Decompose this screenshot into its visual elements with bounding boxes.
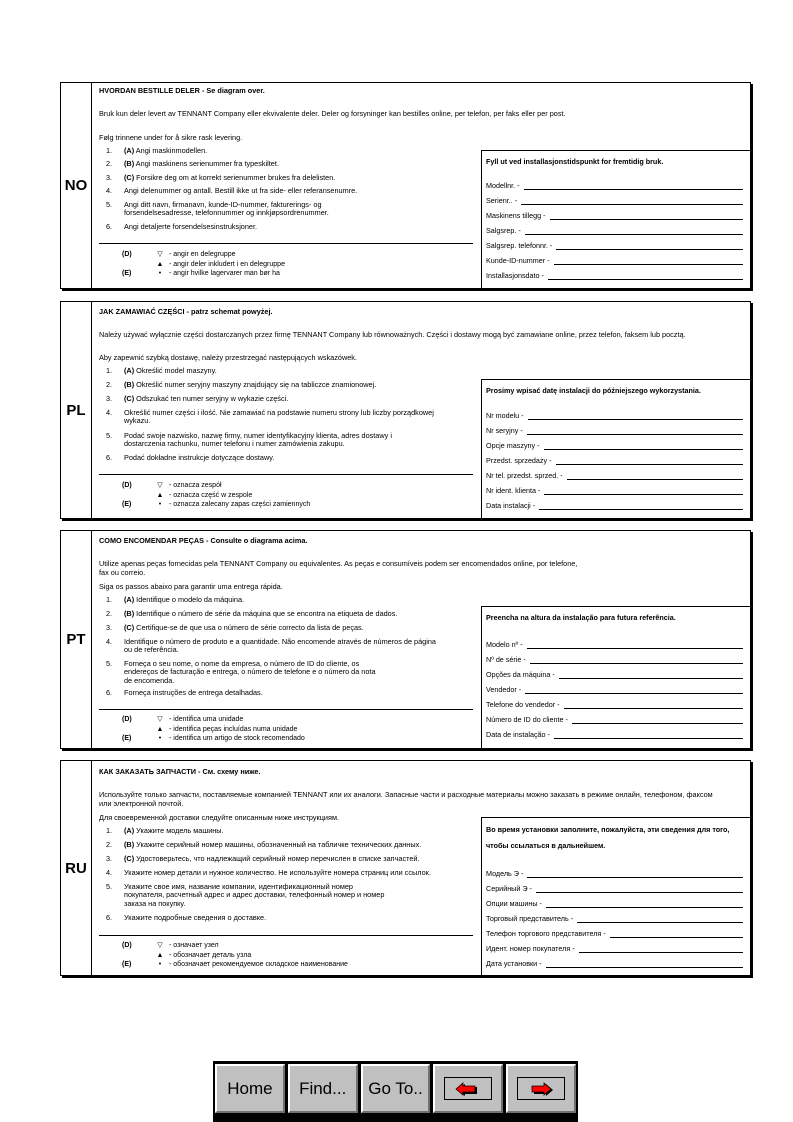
section-pl: PL JAK ZAMAWIAĆ CZĘŚCI - patrz schemat powyżej. Należy używać wyłącznie części dostarczanych przez firmę TENNANT Company lub równoważnych. Części i dostawy mogą być zamawiane online, przez telefon, faksem lub pocztą. Aby zapewnić szybką dostawę, należy przestrzegać następujących wskazówek. 1. (A) Określić model maszyny. 2. (B) Określić numer seryjny maszyny znajdujący się na tabliczce znamionowej. 3. (C) Odszukać ten numer seryjny w wykazie części. 4. Określić numer części i ilość. Nie zamawiać na podstawie numeru strony lub liczby porządkowej wykazu. 5. Podać swoje nazwisko, nazwę firmy, numer identyfikacyjny klienta, adres dostawy i dostarczenia rachunku, numer telefonu i numer zamówienia zakupu. 6. Podać dokładne instrukcje dotyczące dostawy. (D) ▽ - oznacza zespół ▲ - oznacza część w zespole (E) • - oznacza zalecany zapas części zamiennych Prosimy wpisać datę instalacji do późniejszego wykorzystania. Nr modelu - Nr seryjny - Opcje maszyny - Przedst. sprzedaży - Nr tel. przedst. sprzed. - Nr ident. klienta - Data instalacji - <box>60 301 751 519</box>
language-code: PL <box>61 302 92 518</box>
follow-text: Для своевременной доставки следуйте описанным ниже инструкциям. <box>99 813 339 822</box>
form-field-options[interactable]: Maskinens tillegg - <box>486 207 743 221</box>
next-page-button[interactable] <box>506 1064 576 1113</box>
form-title: Во время установки заполните, пожалуйста, эти сведения для того, чтобы ссылаться в дальнейшем. <box>486 825 730 850</box>
form-field-options[interactable]: Opções da máquina - <box>486 666 743 680</box>
intro-text: Bruk kun deler levert av TENNANT Company eller ekvivalente deler. Deler og forsyninger kan bestilles online, per telefon, per faks eller per post. <box>99 109 566 118</box>
section-heading: COMO ENCOMENDAR PEÇAS - Consulte o diagrama acima. <box>99 536 308 545</box>
bullet-icon: • <box>158 961 162 968</box>
find-button[interactable]: Find... <box>288 1064 358 1113</box>
section-heading: HVORDAN BESTILLE DELER - Se diagram over. <box>99 86 265 95</box>
triangle-up-icon: ▲ <box>156 725 164 733</box>
form-field-options[interactable]: Opcje maszyny - <box>486 437 743 451</box>
form-field-install-date[interactable]: Data instalacji - <box>486 497 743 511</box>
form-field-install-date[interactable]: Дата установки - <box>486 955 743 969</box>
legend: (D) ▽ - identifica uma unidade ▲ - identifica peças incluídas numa unidade (E) • - identifica um artigo de stock recomendado <box>122 716 305 742</box>
install-form <box>481 150 751 289</box>
language-code: RU <box>61 761 92 975</box>
divider <box>99 243 473 244</box>
install-form <box>481 817 751 976</box>
form-field-rep-phone[interactable]: Nr tel. przedst. sprzed. - <box>486 467 743 481</box>
divider <box>99 474 473 475</box>
form-field-rep-phone[interactable]: Salgsrep. telefonnr. - <box>486 237 743 251</box>
triangle-down-icon: ▽ <box>157 716 163 723</box>
red-arrow-right-icon <box>528 1082 554 1096</box>
triangle-down-icon: ▽ <box>157 942 163 949</box>
form-field-customer-id[interactable]: Идент. номер покупателя - <box>486 940 743 954</box>
previous-page-button[interactable] <box>433 1064 503 1113</box>
bullet-icon: • <box>158 270 162 277</box>
form-title: Preencha na altura da instalação para futura referência. <box>486 613 676 622</box>
install-form <box>481 379 751 519</box>
triangle-down-icon: ▽ <box>157 482 163 489</box>
form-field-rep-phone[interactable]: Telefone do vendedor - <box>486 696 743 710</box>
form-field-sales-rep[interactable]: Vendedor - <box>486 681 743 695</box>
form-field-customer-id[interactable]: Nr ident. klienta - <box>486 482 743 496</box>
legend: (D) ▽ - angir en delegruppe ▲ - angir deler inkludert i en delegruppe (E) • - angir hvilke lagervarer man bør ha <box>122 251 285 277</box>
form-field-customer-id[interactable]: Número de ID do cliente - <box>486 711 743 725</box>
form-field-serial[interactable]: Серийный Э - <box>486 880 743 894</box>
language-code: NO <box>61 83 92 288</box>
red-arrow-left-icon <box>455 1082 481 1096</box>
form-field-model[interactable]: Nr modelu - <box>486 407 743 421</box>
form-field-model[interactable]: Modelo nº - <box>486 636 743 650</box>
form-field-install-date[interactable]: Data de instalação - <box>486 726 743 740</box>
navigation-bar <box>213 1061 578 1122</box>
form-field-model[interactable]: Модель Э - <box>486 865 743 879</box>
triangle-up-icon: ▲ <box>156 491 164 499</box>
follow-text: Siga os passos abaixo para garantir uma entrega rápida. <box>99 582 283 591</box>
form-field-sales-rep[interactable]: Торговый представитель - <box>486 910 743 924</box>
form-field-serial[interactable]: Nr seryjny - <box>486 422 743 436</box>
triangle-up-icon: ▲ <box>156 951 164 959</box>
legend: (D) ▽ - означает узел ▲ - обозначает деталь узла (E) • - обозначает рекомендуемое складское наименование <box>122 942 348 968</box>
form-field-sales-rep[interactable]: Salgsrep. - <box>486 222 743 236</box>
section-no: NO HVORDAN BESTILLE DELER - Se diagram over. Bruk kun deler levert av TENNANT Company eller ekvivalente deler. Deler og forsyninger kan bestilles online, per telefon, per faks eller per post. Følg trinnene under for å sikre rask levering. 1. (A) Angi maskinmodellen. 2. (B) Angi maskinens serienummer fra typeskiltet. 3. (C) Forsikre deg om at korrekt serienummer brukes fra delelisten. 4. Angi delenummer og antall. Bestill ikke ut fra side- eller referansenumre. 5. Angi ditt navn, firmanavn, kunde-ID-nummer, fakturerings- og forsendelsesadresse, telefonnummer og innkjøpsordrenummer. 6. Angi detaljerte forsendelsesinstruksjoner. (D) ▽ - angir en delegruppe ▲ - angir deler inkludert i en delegruppe (E) • - angir hvilke lagervarer man bør ha Fyll ut ved installasjonstidspunkt for fremtidig bruk. Modellnr. - Serienr.. - Maskinens tillegg - Salgsrep. - Salgsrep. telefonnr. - Kunde-ID-nummer - Installasjonsdato - <box>60 82 751 289</box>
home-button[interactable]: Home <box>215 1064 285 1113</box>
form-field-serial[interactable]: Nº de série - <box>486 651 743 665</box>
triangle-up-icon: ▲ <box>156 260 164 268</box>
arrow-frame <box>444 1077 492 1100</box>
form-field-model[interactable]: Modellnr. - <box>486 177 743 191</box>
bullet-icon: • <box>158 501 162 508</box>
form-field-customer-id[interactable]: Kunde-ID-nummer - <box>486 252 743 266</box>
follow-text: Følg trinnene under for å sikre rask levering. <box>99 133 243 142</box>
section-pt: PT COMO ENCOMENDAR PEÇAS - Consulte o diagrama acima. Utilize apenas peças fornecidas pela TENNANT Company ou equivalentes. As peças e consumíveis podem ser encomendados online, por telefone, fax ou correio. Siga os passos abaixo para garantir uma entrega rápida. 1. (A) Identifique o modelo da máquina. 2. (B) Identifique o número de série da máquina que se encontra na etiqueta de dados. 3. (C) Certifique-se de que usa o número de série correcto da lista de peças. 4. Identifique o número de produto e a quantidade. Não encomende através de números de página ou de referência. 5. Forneça o seu nome, o nome da empresa, o número de ID do cliente, os endereços de facturação e entrega, o número de telefone e o número da nota de encomenda. 6. Forneça instruções de entrega detalhadas. (D) ▽ - identifica uma unidade ▲ - identifica peças incluídas numa unidade (E) • - identifica um artigo de stock recomendado Preencha na altura da instalação para futura referência. Modelo nº - Nº de série - Opções da máquina - Vendedor - Telefone do vendedor - Número de ID do cliente - Data de instalação - <box>60 530 751 749</box>
form-field-install-date[interactable]: Installasjonsdato - <box>486 267 743 281</box>
section-heading: JAK ZAMAWIAĆ CZĘŚCI - patrz schemat powyżej. <box>99 307 273 316</box>
intro-text: Należy używać wyłącznie części dostarczanych przez firmę TENNANT Company lub równoważnych. Części i dostawy mogą być zamawiane online, przez telefon, faksem lub pocztą. <box>99 330 686 339</box>
intro-text: Используйте только запчасти, поставляемые компанией TENNANT или их аналоги. Запасные части и расходные материалы можно заказать в режиме онлайн, телефоном, факсом или электронной почтой. <box>99 790 713 808</box>
divider <box>99 709 473 710</box>
follow-text: Aby zapewnić szybką dostawę, należy przestrzegać następujących wskazówek. <box>99 353 357 362</box>
form-title: Fyll ut ved installasjonstidspunkt for fremtidig bruk. <box>486 157 664 166</box>
goto-button[interactable]: Go To.. <box>361 1064 431 1113</box>
language-code: PT <box>61 531 92 748</box>
form-field-rep-phone[interactable]: Телефон торгового представителя - <box>486 925 743 939</box>
triangle-down-icon: ▽ <box>157 251 163 258</box>
form-title: Prosimy wpisać datę instalacji do późniejszego wykorzystania. <box>486 386 701 395</box>
arrow-frame <box>517 1077 565 1100</box>
form-field-sales-rep[interactable]: Przedst. sprzedaży - <box>486 452 743 466</box>
section-heading: КАК ЗАКАЗАТЬ ЗАПЧАСТИ - См. схему ниже. <box>99 767 261 776</box>
divider <box>99 935 473 936</box>
section-ru: RU КАК ЗАКАЗАТЬ ЗАПЧАСТИ - См. схему ниже. Используйте только запчасти, поставляемые компанией TENNANT или их аналоги. Запасные части и расходные материалы можно заказать в режиме онлайн, телефоном, факсом или электронной почтой. Для своевременной доставки следуйте описанным ниже инструкциям. 1. (A) Укажите модель машины. 2. (B) Укажите серийный номер машины, обозначенный на табличке технических данных. 3. (C) Удостоверьтесь, что надлежащий серийный номер перечислен в списке запчастей. 4. Укажите номер детали и нужное количество. Не используйте номера страниц или ссылок. 5. Укажите свое имя, название компании, идентификационный номер покупателя, расчетный адрес и адрес доставки, телефонный номер и номер заказа на покупку. 6. Укажите подробные сведения о доставке. (D) ▽ - означает узел ▲ - обозначает деталь узла (E) • - обозначает рекомендуемое складское наименование Во время установки заполните, пожалуйста, эти сведения для того, чтобы ссылаться в дальнейшем. Модель Э - Серийный Э - Опции машины - Торговый представитель - Телефон торгового представителя - Идент. номер покупателя - Дата установки - <box>60 760 751 976</box>
form-field-serial[interactable]: Serienr.. - <box>486 192 743 206</box>
bullet-icon: • <box>158 735 162 742</box>
install-form <box>481 606 751 749</box>
intro-text: Utilize apenas peças fornecidas pela TENNANT Company ou equivalentes. As peças e consumíveis podem ser encomendados online, por telefone, fax ou correio. <box>99 559 578 577</box>
legend: (D) ▽ - oznacza zespół ▲ - oznacza część w zespole (E) • - oznacza zalecany zapas części zamiennych <box>122 482 311 508</box>
form-field-options[interactable]: Опции машины - <box>486 895 743 909</box>
